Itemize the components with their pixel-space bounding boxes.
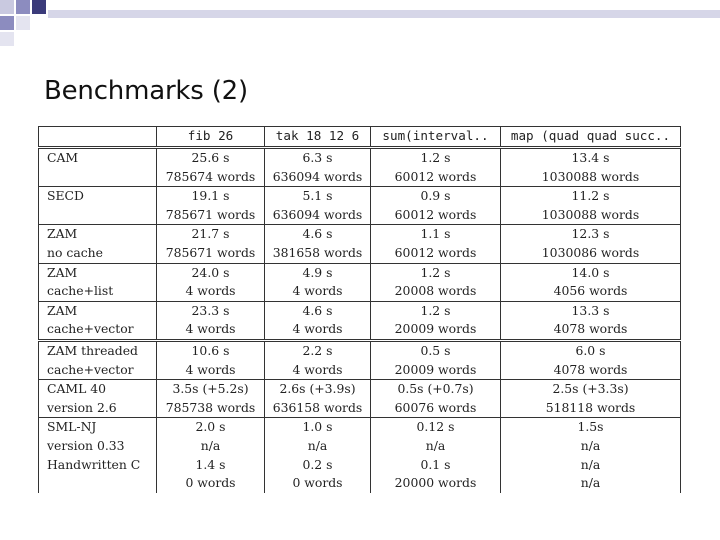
system-cell: SECD [39,187,157,206]
sum-cell: 60012 words [371,206,501,225]
map-cell: 11.2 s [501,187,681,206]
table-row [39,399,681,418]
system-cell: cache+vector [39,361,157,380]
fib-cell: n/a [157,437,265,456]
header-fib: fib 26 [157,127,265,148]
table-row [39,361,681,380]
tak-cell: 5.1 s [265,187,371,206]
map-cell: n/a [501,474,681,493]
sum-cell: 0.1 s [371,456,501,475]
sum-cell: 60012 words [371,168,501,187]
tak-cell: 4 words [265,361,371,380]
system-cell: ZAM threaded [39,340,157,360]
sum-cell: 1.2 s [371,301,501,320]
sum-cell: 0.5 s [371,340,501,360]
fib-cell: 785671 words [157,206,265,225]
map-cell: 2.5s (+3.3s) [501,380,681,399]
corner-decoration [0,0,720,50]
fib-cell: 4 words [157,320,265,340]
sum-cell: 20009 words [371,320,501,340]
table-row [39,456,681,475]
system-cell: SML-NJ [39,418,157,437]
table-group [39,340,681,379]
system-cell: version 0.33 [39,437,157,456]
table-group [39,187,681,225]
fib-cell: 2.0 s [157,418,265,437]
system-cell: CAML 40 [39,380,157,399]
table-row [39,340,681,360]
map-cell: 1030088 words [501,168,681,187]
tak-cell: 1.0 s [265,418,371,437]
system-cell: cache+vector [39,320,157,340]
system-cell [39,168,157,187]
fib-cell: 21.7 s [157,225,265,244]
system-cell: version 2.6 [39,399,157,418]
tak-cell: 0 words [265,474,371,493]
system-cell: no cache [39,244,157,263]
fib-cell: 4 words [157,282,265,301]
fib-cell: 785738 words [157,399,265,418]
table-group [39,301,681,340]
system-cell: CAM [39,148,157,168]
sum-cell: 1.1 s [371,225,501,244]
header-sum: sum(interval.. [371,127,501,148]
tak-cell: 2.2 s [265,340,371,360]
table-row [39,206,681,225]
slide-title: Benchmarks (2) [44,76,248,106]
table-row [39,148,681,168]
fib-cell: 785671 words [157,244,265,263]
tak-cell: 4.9 s [265,263,371,282]
fib-cell: 23.3 s [157,301,265,320]
sum-cell: 60076 words [371,399,501,418]
tak-cell: 2.6s (+3.9s) [265,380,371,399]
sum-cell: 0.5s (+0.7s) [371,380,501,399]
sum-cell: 20009 words [371,361,501,380]
tak-cell: n/a [265,437,371,456]
table-group [39,418,681,493]
sum-cell: 20000 words [371,474,501,493]
map-cell: 4078 words [501,320,681,340]
table-row [39,263,681,282]
map-cell: 1.5s [501,418,681,437]
table-row [39,282,681,301]
table-group [39,225,681,263]
fib-cell: 0 words [157,474,265,493]
tak-cell: 636158 words [265,399,371,418]
sum-cell: 20008 words [371,282,501,301]
table-group [39,263,681,301]
tak-cell: 636094 words [265,206,371,225]
tak-cell: 4.6 s [265,301,371,320]
tak-cell: 4.6 s [265,225,371,244]
table-row [39,437,681,456]
table-row [39,320,681,340]
map-cell: 6.0 s [501,340,681,360]
map-cell: 13.4 s [501,148,681,168]
fib-cell: 25.6 s [157,148,265,168]
header-map: map (quad quad succ.. [501,127,681,148]
map-cell: 1030086 words [501,244,681,263]
fib-cell: 785674 words [157,168,265,187]
tak-cell: 381658 words [265,244,371,263]
benchmark-table [38,126,681,493]
sum-cell: 1.2 s [371,263,501,282]
map-cell: 1030088 words [501,206,681,225]
system-cell: ZAM [39,225,157,244]
table-row [39,168,681,187]
table-group [39,380,681,418]
fib-cell: 3.5s (+5.2s) [157,380,265,399]
fib-cell: 10.6 s [157,340,265,360]
table-row [39,474,681,493]
table-row [39,244,681,263]
map-cell: n/a [501,437,681,456]
sum-cell: 0.9 s [371,187,501,206]
system-cell: cache+list [39,282,157,301]
table-row [39,225,681,244]
map-cell: n/a [501,456,681,475]
fib-cell: 1.4 s [157,456,265,475]
fib-cell: 4 words [157,361,265,380]
header-tak: tak 18 12 6 [265,127,371,148]
tak-cell: 4 words [265,320,371,340]
map-cell: 518118 words [501,399,681,418]
table-header [39,127,681,148]
header-system [39,127,157,148]
system-cell: ZAM [39,301,157,320]
system-cell: ZAM [39,263,157,282]
sum-cell: n/a [371,437,501,456]
system-cell [39,206,157,225]
system-cell [39,474,157,493]
table-row [39,301,681,320]
tak-cell: 6.3 s [265,148,371,168]
tak-cell: 4 words [265,282,371,301]
tak-cell: 636094 words [265,168,371,187]
map-cell: 4078 words [501,361,681,380]
sum-cell: 0.12 s [371,418,501,437]
fib-cell: 19.1 s [157,187,265,206]
map-cell: 4056 words [501,282,681,301]
sum-cell: 60012 words [371,244,501,263]
map-cell: 13.3 s [501,301,681,320]
map-cell: 12.3 s [501,225,681,244]
table-group [39,148,681,187]
system-cell: Handwritten C [39,456,157,475]
tak-cell: 0.2 s [265,456,371,475]
fib-cell: 24.0 s [157,263,265,282]
table-row [39,380,681,399]
table-row [39,418,681,437]
map-cell: 14.0 s [501,263,681,282]
header-row [39,127,681,148]
table-row [39,187,681,206]
sum-cell: 1.2 s [371,148,501,168]
